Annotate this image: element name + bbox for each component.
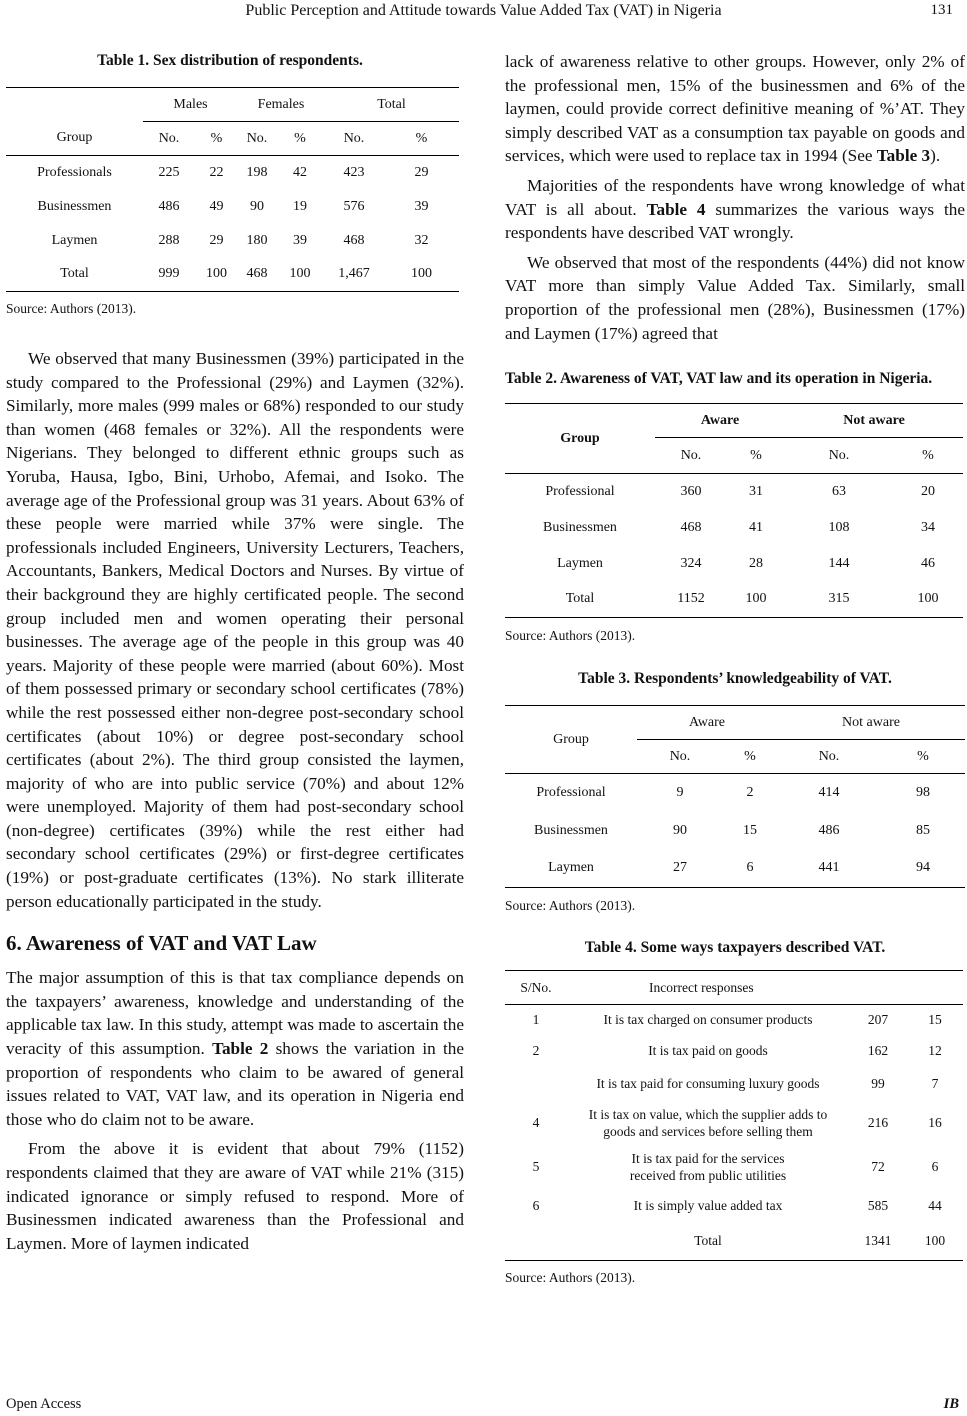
- table-row: [505, 850, 965, 888]
- table-cell: Businessmen: [37, 198, 112, 214]
- table2-group-header: Group: [560, 430, 600, 446]
- body-paragraph: We observed that most of the respondents (44%) did not know VAT more than simply Value Added Tax. Similarly, small proportion of the professional men (28%), Businessmen (17%) and Laymen (17%) agreed that: [505, 252, 965, 343]
- table-cell: 63: [832, 483, 846, 499]
- table3-group-not-aware: Not aware: [777, 706, 965, 740]
- table-cell: 15: [928, 1012, 942, 1028]
- table-cell: 29: [209, 232, 224, 248]
- table-cell: 99: [871, 1075, 885, 1091]
- table-cell: It is tax charged on consumer products: [603, 1012, 813, 1028]
- table-row: [505, 1101, 963, 1145]
- table-reference-link[interactable]: Table 3: [876, 146, 931, 166]
- table1-caption: Table 1. Sex distribution of respondents.: [97, 52, 363, 69]
- footer-open-access: Open Access: [6, 1396, 82, 1412]
- table-cell: 41: [749, 519, 763, 535]
- text-span: ).: [930, 146, 941, 166]
- table-cell: 46: [921, 555, 935, 571]
- table1-group-total: Total: [324, 88, 459, 122]
- text-span: The major assumption of this is that tax compliance depends on the taxpayers’ awareness, knowledge and understanding of the applicable tax law. In this study, attempt was made to ascertain the veracity of this assumption.: [6, 968, 464, 1059]
- table-cell: 144: [828, 555, 850, 571]
- table4-header-row: [505, 971, 963, 1005]
- table-cell: 576: [343, 198, 365, 214]
- table-cell: 6: [746, 860, 754, 876]
- table-cell: Laymen: [51, 232, 98, 248]
- table3-subheader: No.: [818, 748, 840, 764]
- page-number: 131: [930, 2, 953, 18]
- table-cell: 34: [921, 519, 935, 535]
- table-cell: Total: [60, 266, 89, 282]
- table-row: [505, 474, 963, 510]
- table-cell: 12: [928, 1043, 942, 1059]
- table4-caption: Table 4. Some ways taxpayers described VAT.: [584, 939, 886, 957]
- table-cell: 108: [828, 519, 850, 535]
- table-cell: Laymen: [548, 860, 594, 876]
- table1-subheader-row: [6, 122, 459, 156]
- table-cell: 441: [818, 860, 840, 876]
- table-cell: It is tax on value, which the supplier adds to goods and services before selling them: [588, 1106, 828, 1139]
- table-cell: 100: [411, 266, 432, 282]
- table4-total-count: 1341: [864, 1233, 892, 1249]
- table1-subheader: No.: [246, 130, 268, 146]
- table1-subheader: No.: [343, 130, 365, 146]
- table-cell: 20: [921, 483, 935, 499]
- table-cell: 414: [818, 784, 840, 800]
- table-cell: 19: [293, 198, 307, 214]
- table-cell: 90: [673, 822, 687, 838]
- section-heading: 6. Awareness of VAT and VAT Law: [6, 931, 317, 956]
- left-column: [6, 52, 464, 1255]
- table-cell: 39: [293, 232, 307, 248]
- table-cell: 100: [289, 266, 311, 282]
- running-title: Public Perception and Attitude towards Value Added Tax (VAT) in Nigeria: [245, 2, 722, 19]
- table-row: [505, 1067, 963, 1101]
- table-cell: Total: [565, 591, 595, 607]
- table-cell: 100: [917, 591, 939, 607]
- table-row: [505, 1036, 963, 1067]
- table2-caption: Table 2. Awareness of VAT, VAT law and its operation in Nigeria.: [505, 370, 933, 388]
- table-reference-link[interactable]: Table 4: [646, 199, 706, 219]
- table3-caption: Table 3. Respondents’ knowledgeability of VAT.: [578, 670, 892, 688]
- table-cell: 216: [867, 1114, 889, 1130]
- table-cell: It is tax paid for consuming luxury goods: [596, 1075, 820, 1091]
- table-row: [505, 1145, 963, 1189]
- table1-group-row: [6, 88, 459, 122]
- table-row: [6, 258, 459, 292]
- table-cell: 94: [916, 860, 930, 876]
- table-cell: Businessmen: [543, 519, 617, 535]
- table3-subheader: %: [917, 748, 929, 764]
- table2: [505, 403, 963, 618]
- table-cell: 288: [158, 232, 180, 248]
- table-cell: 486: [818, 822, 840, 838]
- text-span: lack of awareness relative to other groups. However, only 2% of the professional men, 15% of the businessmen and 6% of the laymen, could provide correct definitive meaning of %’AT. They simply described VAT as a consumption tax payable on goods and services, which were used to replace tax in 1994 (See: [505, 52, 965, 166]
- table2-subheader: %: [922, 447, 934, 463]
- table-cell: 72: [871, 1158, 885, 1174]
- body-paragraph: We observed that many Businessmen (39%) participated in the study compared to the Professional (29%) and Laymen (32%). Similarly, more males (999 males or 68%) responded to our study than women (468 females or 32%). All the respondents were Nigerians. They belonged to different ethnic groups such as Yoruba, Hausa, Igbo, Bini, Urhobo, Afemai, and Isoko. The average age of the Professional group was 31 years. About 63% of these people were married while 37% were single. The professionals included Engineers, University Lecturers, Teachers, Accountants, Bankers, Medical Doctors and Nurses. By virtue of their background they are highly certificated people. The second group included men and women operating their personal businesses. The average age of the people in this group was 40 years. Majority of these people were married (about 60%). Most of them possessed primary or secondary school certificates (78%) while the rest possessed either non-degree post-secondary school certificates (about 10%) or degree post-secondary school certificates (about 2%). The third group consisted the laymen, majority of who are into public service (70%) and about 12% were unemployed. Majority of them had post-secondary school (non-degree) certificates (39%) while the rest either had secondary school certificates (29%) or first-degree certificates (19%) or post-graduate certificates (13%). No stark illiterate person educationally participated in the study.: [6, 349, 464, 911]
- table-cell: 29: [414, 164, 429, 180]
- table1-subheader: No.: [158, 130, 180, 146]
- table-cell: Professional: [536, 784, 606, 800]
- table-cell: 6: [931, 1158, 939, 1174]
- table-cell: 39: [414, 198, 429, 214]
- table-row: [6, 224, 459, 258]
- table4-header-sno: S/No.: [520, 979, 552, 995]
- table1-subheader: %: [210, 130, 223, 146]
- body-paragraph: [505, 174, 965, 245]
- table-cell: 468: [246, 266, 268, 282]
- table-cell: It is tax paid on goods: [648, 1043, 768, 1059]
- table3-group-header: Group: [553, 731, 589, 747]
- table-cell: 2: [746, 784, 754, 800]
- table1-subheader: %: [294, 130, 306, 146]
- table-cell: 28: [749, 555, 763, 571]
- table-cell: 486: [158, 198, 180, 214]
- table-cell: 85: [916, 822, 930, 838]
- body-paragraph: [6, 966, 464, 1131]
- table-reference-link[interactable]: Table 2: [212, 1039, 269, 1059]
- table-row: [505, 1189, 963, 1223]
- table-cell: It is tax paid for the services received from public utilities: [629, 1150, 787, 1183]
- table-cell: Professionals: [37, 164, 112, 180]
- body-paragraph: From the above it is evident that about 79% (1152) respondents claimed that they are aware of VAT while 21% (315) indicated ignorance or simply refused to respond. More of Businessmen indicated awareness than the Professional and Laymen. More of laymen indicated: [6, 1139, 464, 1253]
- table-cell: 2: [532, 1043, 540, 1059]
- table2-group-aware: Aware: [655, 404, 785, 438]
- table-cell: 27: [673, 860, 687, 876]
- table-cell: 100: [745, 591, 767, 607]
- table-row: [505, 812, 965, 850]
- table-cell: 49: [209, 198, 224, 214]
- table-cell: 360: [680, 483, 702, 499]
- table1-subheader: Group: [56, 130, 93, 146]
- table-cell: 31: [749, 483, 763, 499]
- running-header: [0, 2, 967, 24]
- table1: [6, 87, 459, 292]
- table4-total-row: [505, 1223, 963, 1261]
- text-span: Majorities of the respondents have wrong knowledge of what VAT is all about.: [505, 175, 965, 219]
- right-column: [505, 52, 965, 1286]
- table1-subheader: %: [415, 130, 428, 146]
- table-row: [505, 1005, 963, 1036]
- table-cell: 22: [209, 164, 224, 180]
- table-cell: 42: [293, 164, 307, 180]
- table-cell: 100: [206, 266, 227, 282]
- table-cell: 315: [828, 591, 850, 607]
- table3-subheader: No.: [669, 748, 691, 764]
- table-cell: 98: [916, 784, 930, 800]
- table-cell: 44: [928, 1197, 942, 1213]
- table2-source: Source: Authors (2013).: [505, 628, 636, 644]
- table-cell: 9: [676, 784, 684, 800]
- table-cell: 32: [414, 232, 429, 248]
- text-span: shows the variation in the proportion of respondents who claim to be awared of general issues related to VAT, VAT law, and its operation in Nigeria end those who do claim not to be aware.: [6, 1039, 464, 1129]
- table-cell: 5: [532, 1158, 540, 1174]
- table1-source: Source: Authors (2013).: [6, 301, 137, 316]
- table4-header-responses: Incorrect responses: [649, 979, 754, 995]
- table-cell: It is simply value added tax: [633, 1197, 783, 1213]
- table3-subheader: %: [744, 748, 756, 764]
- table-cell: 198: [246, 164, 268, 180]
- table-cell: Professional: [545, 483, 615, 499]
- table-cell: 4: [532, 1114, 540, 1130]
- table1-group-males: Males: [143, 88, 238, 122]
- table-cell: 423: [343, 164, 365, 180]
- table4-total-label: Total: [694, 1233, 722, 1249]
- table1-group-females: Females: [238, 88, 324, 122]
- table2-group-not-aware: Not aware: [785, 404, 963, 438]
- table-cell: [505, 1067, 567, 1101]
- table-cell: 15: [743, 822, 757, 838]
- table-cell: 7: [931, 1075, 939, 1091]
- table-cell: Laymen: [557, 555, 603, 571]
- table2-subheader: No.: [680, 447, 702, 463]
- table-cell: 585: [867, 1197, 889, 1213]
- text-span: summarizes the various ways the respondents have described VAT wrongly.: [505, 199, 966, 243]
- table3-source: Source: Authors (2013).: [505, 898, 636, 914]
- table3-group-aware: Aware: [637, 706, 777, 740]
- table-cell: 225: [158, 164, 180, 180]
- table-cell: 180: [246, 232, 268, 248]
- table-row: [6, 156, 459, 190]
- table4-source: Source: Authors (2013).: [505, 1270, 636, 1286]
- table-cell: 1152: [677, 591, 705, 607]
- table-cell: Businessmen: [534, 822, 608, 838]
- table-cell: 468: [343, 232, 365, 248]
- body-paragraph: [505, 50, 965, 168]
- table-cell: 207: [867, 1012, 889, 1028]
- table-cell: 6: [532, 1197, 540, 1213]
- table-cell: 1,467: [338, 266, 370, 282]
- table2-subheader: No.: [828, 447, 850, 463]
- table-cell: 16: [928, 1114, 942, 1130]
- table4-total-pct: 100: [924, 1233, 946, 1249]
- footer-journal-abbrev: IB: [943, 1396, 959, 1412]
- table-row: [505, 546, 963, 582]
- table-cell: 999: [158, 266, 180, 282]
- table-row: [505, 774, 965, 812]
- table-cell: 1: [532, 1012, 540, 1028]
- table-cell: 468: [680, 519, 702, 535]
- table-row: [505, 582, 963, 618]
- table-cell: 90: [250, 198, 264, 214]
- table4: [505, 970, 963, 1261]
- table2-subheader: %: [750, 447, 762, 463]
- table-row: [6, 190, 459, 224]
- table-cell: 162: [867, 1043, 889, 1059]
- table3: [505, 705, 965, 888]
- table-row: [505, 510, 963, 546]
- table-cell: 324: [680, 555, 702, 571]
